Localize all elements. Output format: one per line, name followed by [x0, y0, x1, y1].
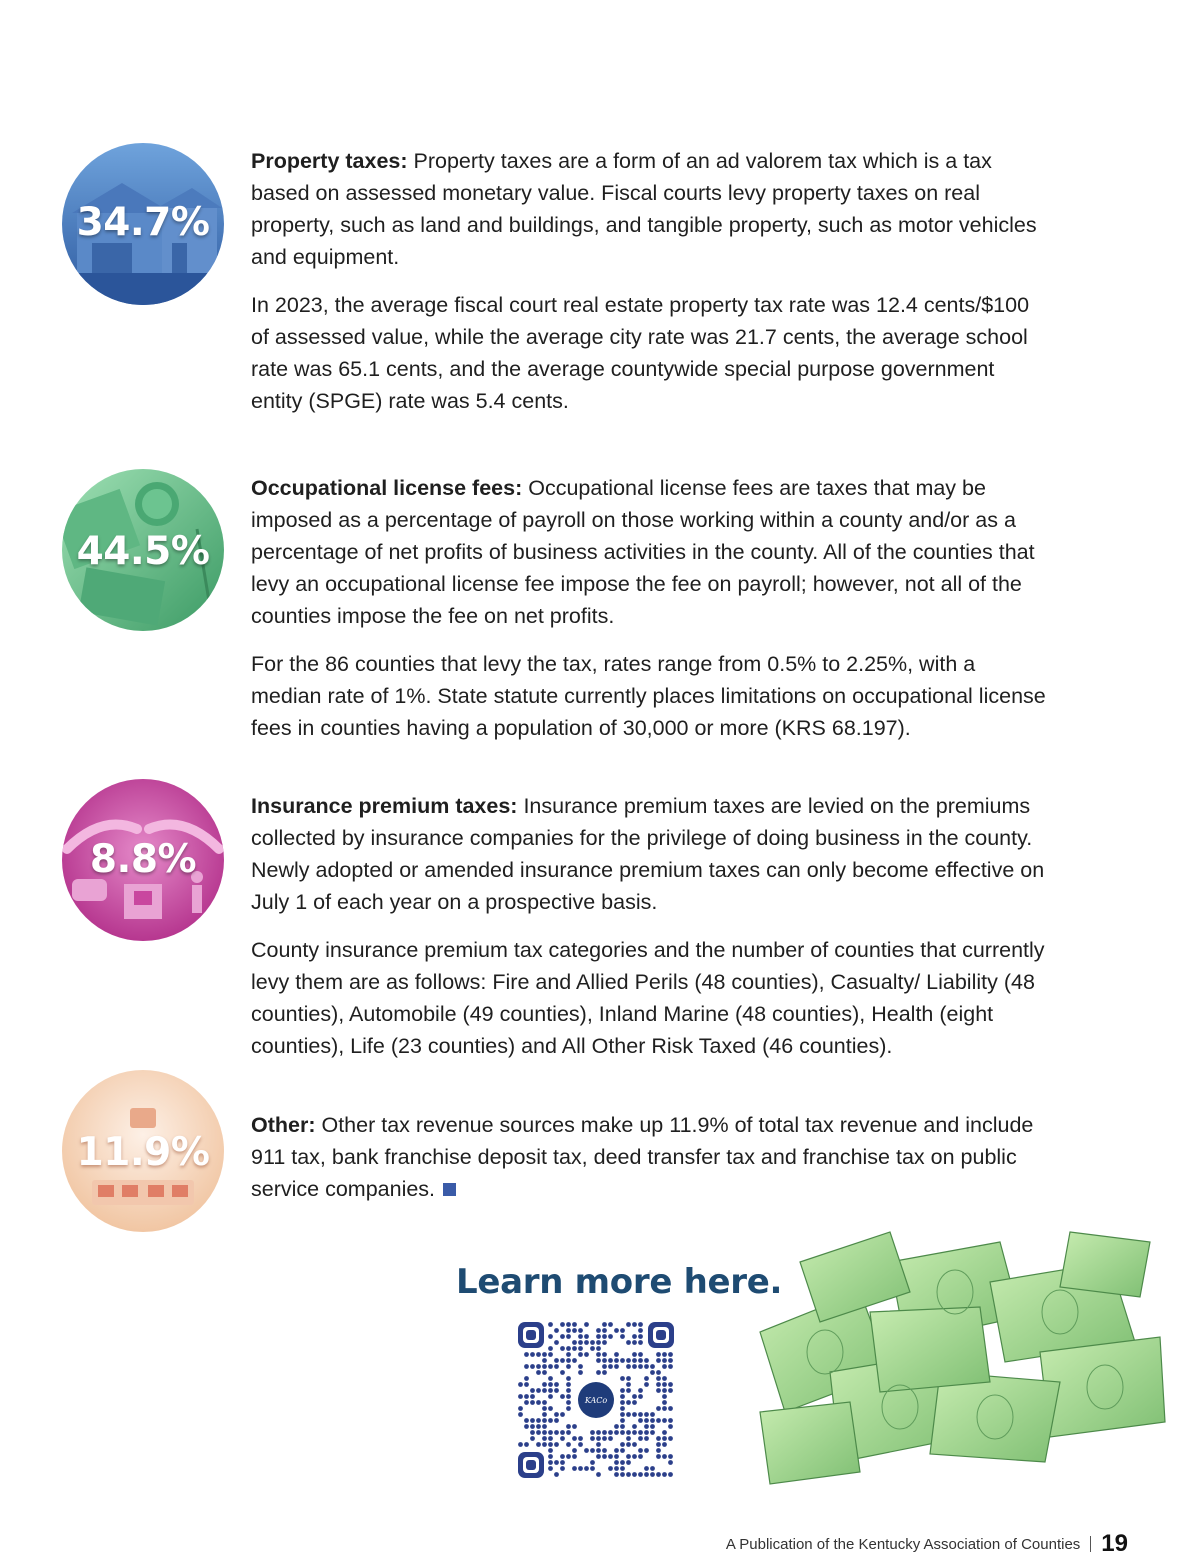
section-text — [251, 1109, 1051, 1221]
percent-badge-occupational — [62, 469, 224, 631]
publication-name: A Publication of the Kentucky Association of Counties — [725, 1535, 1081, 1553]
paragraph-lead: Insurance premium taxes: — [251, 794, 518, 818]
paragraph-body: County insurance premium tax categories and the number of counties that currently levy them are as follows: Fire and Allied Perils (48 counties), Casualty/ Liability (48 counties), Automobile (49 counties), Inland Marine (48 counties), Health (eight counties), Life (23 counties) and All Other Risk Taxed (46 counties). — [251, 938, 1045, 1058]
paragraph-lead: Occupational license fees: — [251, 476, 523, 500]
section-text — [251, 790, 1051, 1078]
end-mark-icon — [443, 1183, 456, 1196]
paragraph — [251, 934, 1051, 1062]
paragraph-body: Property taxes are a form of an ad valorem tax which is a tax based on assessed monetary value. Fiscal courts levy property taxes on real property, such as land and buildings, and tangible property, such as motor vehicles and equipment. — [251, 149, 1037, 269]
qr-center-label: KACo — [584, 1396, 608, 1405]
percent-badge-property — [62, 143, 224, 305]
paragraph-lead: Other: — [251, 1113, 316, 1137]
learn-more-heading: Learn more here. — [456, 1262, 783, 1302]
paragraph-body: Insurance premium taxes are levied on the premiums collected by insurance companies for the privilege of doing business in the county. Newly adopted or amended insurance premium taxes can only become effective on July 1 of each year on a prospective basis. — [251, 794, 1045, 914]
paragraph-body: In 2023, the average fiscal court real estate property tax rate was 12.4 cents/$100 of assessed value, while the average city rate was 21.7 cents, the average school rate was 65.1 cents, and the average countywide special purpose government entity (SPGE) rate was 5.4 cents. — [251, 293, 1030, 413]
paragraph-body: For the 86 counties that levy the tax, rates range from 0.5% to 2.25%, with a median rate of 1%. State statute currently places limitations on occupational license fees in counties having a population of 30,000 or more (KRS 68.197). — [251, 652, 1046, 740]
paragraph-lead: Property taxes: — [251, 149, 408, 173]
paragraph — [251, 145, 1051, 273]
page-number: 19 — [1101, 1530, 1128, 1557]
section-text — [251, 145, 1051, 433]
money-pile-illustration — [740, 1222, 1172, 1494]
percent-badge-insurance — [62, 779, 224, 941]
qr-code[interactable] — [516, 1320, 676, 1480]
percent-label: 11.9% — [76, 1130, 210, 1175]
percent-label: 34.7% — [76, 200, 210, 245]
paragraph — [251, 472, 1051, 632]
paragraph-body: Other tax revenue sources make up 11.9% of total tax revenue and include 911 tax, bank franchise deposit tax, deed transfer tax and franchise tax on public service companies. — [251, 1113, 1034, 1201]
percent-badge-other — [62, 1070, 224, 1232]
paragraph — [251, 1109, 1051, 1205]
paragraph-body: Occupational license fees are taxes that may be imposed as a percentage of payroll on those working within a county and/or as a percentage of net profits of business activities in the county. All of the counties that levy an occupational license fee impose the fee on payroll; however, not all of the counties impose the fee on net profits. — [251, 476, 1035, 628]
paragraph — [251, 289, 1051, 417]
section-text — [251, 472, 1051, 760]
paragraph — [251, 648, 1051, 744]
page-footer — [726, 1530, 1128, 1558]
percent-label: 44.5% — [76, 529, 210, 574]
footer-divider — [1090, 1536, 1091, 1552]
percent-label: 8.8% — [89, 837, 197, 882]
paragraph — [251, 790, 1051, 918]
